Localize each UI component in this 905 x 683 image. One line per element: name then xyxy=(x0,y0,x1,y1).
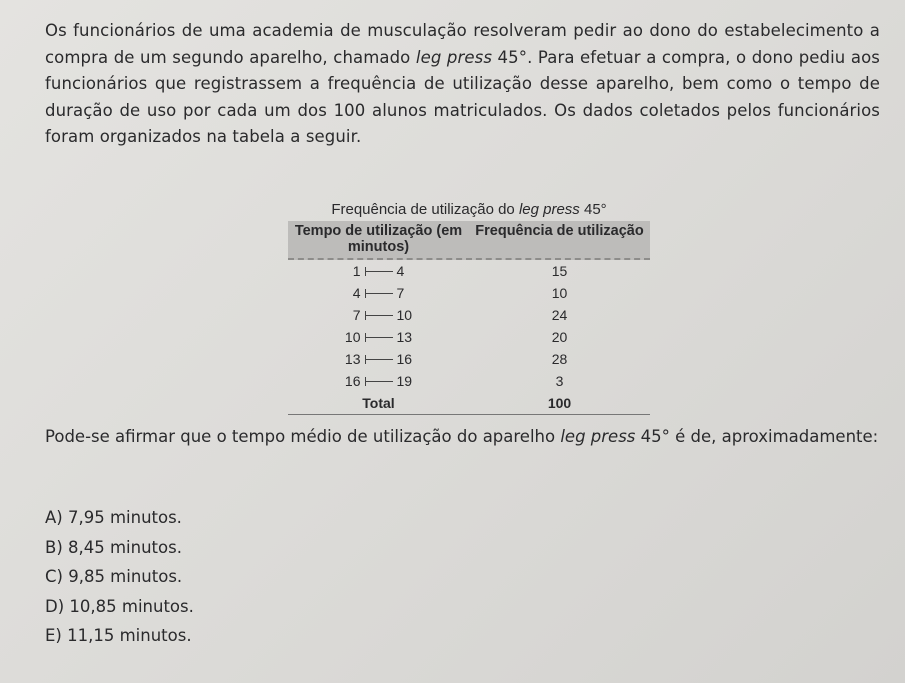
question-text xyxy=(45,423,880,451)
interval-cell xyxy=(288,260,469,282)
interval-lower: 7 xyxy=(352,307,361,323)
header-time: Tempo de utilização (em minutos) xyxy=(294,223,463,255)
header-frequency: Frequência de utilização xyxy=(475,223,644,239)
option-e[interactable]: E) 11,15 minutos. xyxy=(45,626,192,645)
interval-separator xyxy=(365,315,393,316)
intro-leg-press: leg press xyxy=(415,47,493,67)
interval-upper: 10 xyxy=(396,307,413,323)
interval-lower: 16 xyxy=(344,373,361,389)
option-a[interactable]: A) 7,95 minutos. xyxy=(45,508,182,527)
intro-text-1: Os funcionários de uma academia de musculação resolveram pedir ao dono do estabelecimento a compra de um segundo aparelho, chamado xyxy=(45,21,880,67)
interval-upper: 7 xyxy=(396,285,405,301)
table-row xyxy=(288,370,650,392)
interval-lower: 1 xyxy=(352,263,361,279)
interval-separator xyxy=(365,271,393,272)
answer-options xyxy=(45,503,194,651)
total-value: 100 xyxy=(547,395,572,411)
table-row xyxy=(288,304,650,326)
interval-cell xyxy=(288,304,469,326)
frequency-table xyxy=(288,201,650,415)
interval-cell xyxy=(288,370,469,392)
table-body xyxy=(288,260,650,392)
problem-statement xyxy=(45,18,880,151)
table-total-row xyxy=(288,392,650,415)
interval-lower: 13 xyxy=(344,351,361,367)
option-c[interactable]: C) 9,85 minutos. xyxy=(45,567,183,586)
question-text-2: 45° é de, aproximadamente: xyxy=(635,427,879,446)
frequency-cell: 10 xyxy=(551,285,568,301)
interval-cell xyxy=(288,348,469,370)
table-row xyxy=(288,282,650,304)
interval-cell xyxy=(288,326,469,348)
frequency-cell: 24 xyxy=(551,307,568,323)
interval-upper: 19 xyxy=(396,373,413,389)
interval-separator xyxy=(365,381,393,382)
option-d[interactable]: D) 10,85 minutos. xyxy=(45,596,194,616)
frequency-cell: 3 xyxy=(555,373,564,389)
caption-suffix: 45° xyxy=(579,201,607,218)
intro-text-2: 45°. Para efetuar a compra, o dono pediu aos funcionários que registrassem a frequência de utilização desse aparelho, bem como o tempo de duração de uso por cada um dos 100 alunos matriculados. Os dados coletados pelos funcionários foram organizados na tabela a seguir. xyxy=(45,47,880,146)
frequency-cell: 28 xyxy=(551,351,568,367)
option-b[interactable]: B) 8,45 minutos. xyxy=(45,537,182,557)
caption-italic: leg press xyxy=(518,201,580,218)
total-label: Total xyxy=(362,395,395,411)
interval-separator xyxy=(365,293,393,294)
interval-upper: 16 xyxy=(396,351,413,367)
table-header xyxy=(288,221,650,260)
question-text-1: Pode-se afirmar que o tempo médio de utilização do aparelho xyxy=(45,427,561,446)
interval-lower: 10 xyxy=(344,329,361,345)
table-row xyxy=(288,260,650,282)
frequency-cell: 20 xyxy=(551,329,568,345)
table-row xyxy=(288,326,650,348)
table-caption xyxy=(288,201,650,218)
frequency-cell: 15 xyxy=(551,263,568,279)
interval-cell xyxy=(288,282,469,304)
interval-separator xyxy=(365,359,393,360)
interval-separator xyxy=(365,337,393,338)
question-leg-press: leg press xyxy=(560,427,636,446)
interval-lower: 4 xyxy=(352,285,361,301)
caption-text: Frequência de utilização do xyxy=(331,201,519,218)
interval-upper: 13 xyxy=(396,329,413,345)
table-row xyxy=(288,348,650,370)
interval-upper: 4 xyxy=(396,263,405,279)
